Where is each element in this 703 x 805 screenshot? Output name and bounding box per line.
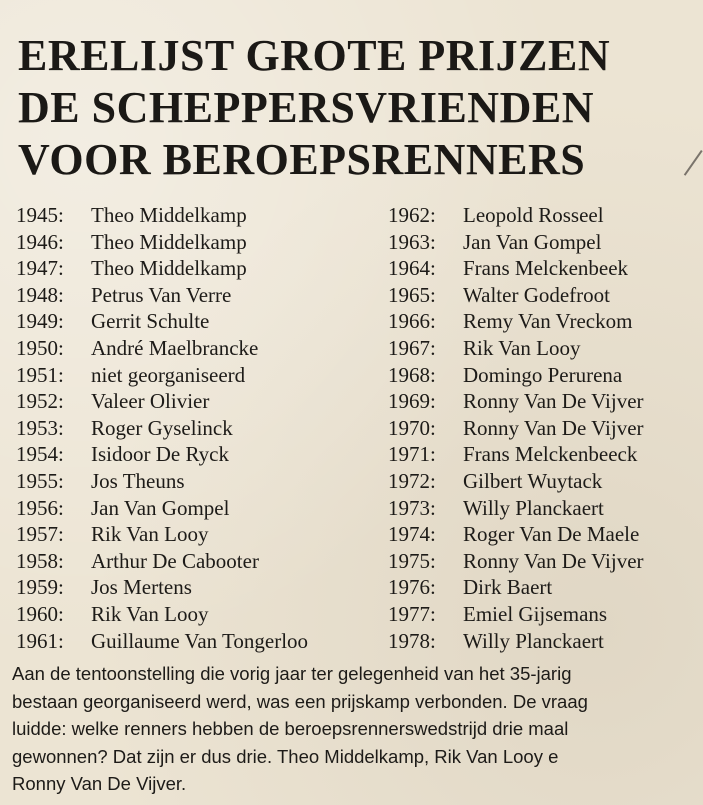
winner-name: Roger Van De Maele — [463, 522, 640, 547]
paragraph-line: bestaan georganiseerd werd, was een prijskamp verbonden. De vraag — [12, 690, 588, 712]
winner-year: 1976: — [388, 575, 436, 600]
winner-year: 1954: — [16, 442, 64, 467]
winner-row — [16, 415, 308, 442]
winner-year: 1948: — [16, 282, 64, 307]
winner-row — [16, 574, 308, 601]
winner-row — [16, 441, 308, 468]
title-line: ERELIJST GROTE PRIJZEN — [18, 31, 611, 80]
winner-name: Rik Van Looy — [463, 335, 581, 360]
winner-name: Guillaume Van Tongerloo — [91, 628, 309, 653]
winner-year: 1955: — [16, 468, 64, 493]
winner-year: 1957: — [16, 522, 64, 547]
winner-year: 1973: — [388, 495, 436, 520]
winner-name: Rik Van Looy — [91, 522, 209, 547]
winners-list-right — [388, 202, 644, 654]
winner-year: 1946: — [16, 229, 64, 254]
winner-name: Jan Van Gompel — [91, 495, 230, 520]
winner-name: Jos Mertens — [91, 575, 192, 600]
winner-name: Gerrit Schulte — [91, 309, 210, 334]
winner-year: 1974: — [388, 522, 436, 547]
winner-year: 1972: — [388, 468, 436, 493]
winner-row — [16, 548, 308, 575]
winner-row — [388, 468, 644, 495]
winner-row — [16, 495, 308, 522]
page-title — [18, 30, 698, 186]
winner-year: 1947: — [16, 256, 64, 281]
winner-year: 1964: — [388, 256, 436, 281]
winner-name: Jos Theuns — [91, 468, 185, 493]
winner-name: Gilbert Wuytack — [463, 468, 603, 493]
winner-row — [16, 229, 308, 256]
winner-row — [388, 308, 644, 335]
winner-row — [388, 202, 644, 229]
winner-row — [388, 601, 644, 628]
title-line: VOOR BEROEPSRENNERS — [18, 135, 586, 184]
winner-name: Dirk Baert — [463, 575, 553, 600]
title-line: DE SCHEPPERSVRIENDEN — [18, 83, 594, 132]
winner-name: Frans Melckenbeeck — [463, 442, 638, 467]
winner-row — [16, 255, 308, 282]
winner-name: Isidoor De Ryck — [91, 442, 229, 467]
winner-name: Jan Van Gompel — [463, 229, 602, 254]
winner-name: Theo Middelkamp — [91, 256, 247, 281]
winner-year: 1949: — [16, 309, 64, 334]
winner-name: Frans Melckenbeek — [463, 256, 629, 281]
winner-row — [16, 308, 308, 335]
winner-row — [388, 229, 644, 256]
winner-year: 1960: — [16, 601, 64, 626]
winner-row — [16, 521, 308, 548]
winner-name: Domingo Perurena — [463, 362, 623, 387]
winner-name: niet georganiseerd — [91, 362, 246, 387]
winner-year: 1971: — [388, 442, 436, 467]
winner-row — [16, 628, 308, 655]
winner-year: 1966: — [388, 309, 436, 334]
winner-row — [388, 628, 644, 655]
winner-row — [388, 495, 644, 522]
winner-year: 1951: — [16, 362, 64, 387]
paragraph-line: gewonnen? Dat zijn er dus drie. Theo Middelkamp, Rik Van Looy e — [12, 745, 559, 767]
winner-row — [388, 335, 644, 362]
winner-row — [16, 362, 308, 389]
winner-year: 1965: — [388, 282, 436, 307]
winner-row — [388, 415, 644, 442]
winner-row — [388, 282, 644, 309]
winner-year: 1961: — [16, 628, 64, 653]
winner-year: 1963: — [388, 229, 436, 254]
winner-name: Leopold Rosseel — [463, 203, 604, 227]
winner-row — [388, 362, 644, 389]
winner-row — [388, 574, 644, 601]
winner-name: Willy Planckaert — [463, 495, 604, 520]
article-paragraph — [12, 660, 702, 798]
winner-name: Rik Van Looy — [91, 601, 209, 626]
winner-name: Roger Gyselinck — [91, 415, 233, 440]
winner-name: Willy Planckaert — [463, 628, 604, 653]
winner-name: Valeer Olivier — [91, 389, 210, 414]
winner-name: Theo Middelkamp — [91, 229, 247, 254]
winner-year: 1977: — [388, 601, 436, 626]
winner-name: André Maelbrancke — [91, 335, 259, 360]
winner-row — [16, 388, 308, 415]
winner-year: 1952: — [16, 389, 64, 414]
winner-name: Ronny Van De Vijver — [463, 548, 644, 573]
winner-row — [388, 255, 644, 282]
winner-row — [388, 441, 644, 468]
paragraph-line: luidde: welke renners hebben de beroepsrennerswedstrijd drie maal — [12, 718, 569, 739]
winner-row — [388, 521, 644, 548]
winner-name: Emiel Gijsemans — [463, 601, 608, 626]
winner-year: 1945: — [16, 203, 64, 227]
winner-year: 1962: — [388, 203, 436, 227]
winner-name: Arthur De Cabooter — [91, 548, 259, 573]
winner-year: 1970: — [388, 415, 436, 440]
winner-year: 1950: — [16, 335, 64, 360]
winner-year: 1958: — [16, 548, 64, 573]
winner-name: Remy Van Vreckom — [463, 309, 633, 334]
winner-year: 1953: — [16, 415, 64, 440]
paragraph-line: Ronny Van De Vijver. — [12, 773, 187, 794]
winner-name: Ronny Van De Vijver — [463, 415, 644, 440]
winner-name: Petrus Van Verre — [91, 282, 232, 307]
winner-row — [16, 282, 308, 309]
winners-list-left — [16, 202, 308, 654]
winner-row — [16, 601, 308, 628]
winner-year: 1975: — [388, 548, 436, 573]
winner-year: 1968: — [388, 362, 436, 387]
winner-name: Walter Godefroot — [463, 282, 610, 307]
winner-row — [388, 388, 644, 415]
winner-row — [16, 468, 308, 495]
winner-year: 1967: — [388, 335, 436, 360]
winner-row — [16, 335, 308, 362]
winner-year: 1978: — [388, 628, 436, 653]
winner-row — [16, 202, 308, 229]
winner-row — [388, 548, 644, 575]
paragraph-line: Aan de tentoonstelling die vorig jaar ter gelegenheid van het 35-jarig — [12, 663, 572, 684]
winner-year: 1959: — [16, 575, 64, 600]
winner-name: Ronny Van De Vijver — [463, 389, 644, 414]
winner-year: 1969: — [388, 389, 436, 414]
winner-year: 1956: — [16, 495, 64, 520]
winner-name: Theo Middelkamp — [91, 203, 247, 227]
